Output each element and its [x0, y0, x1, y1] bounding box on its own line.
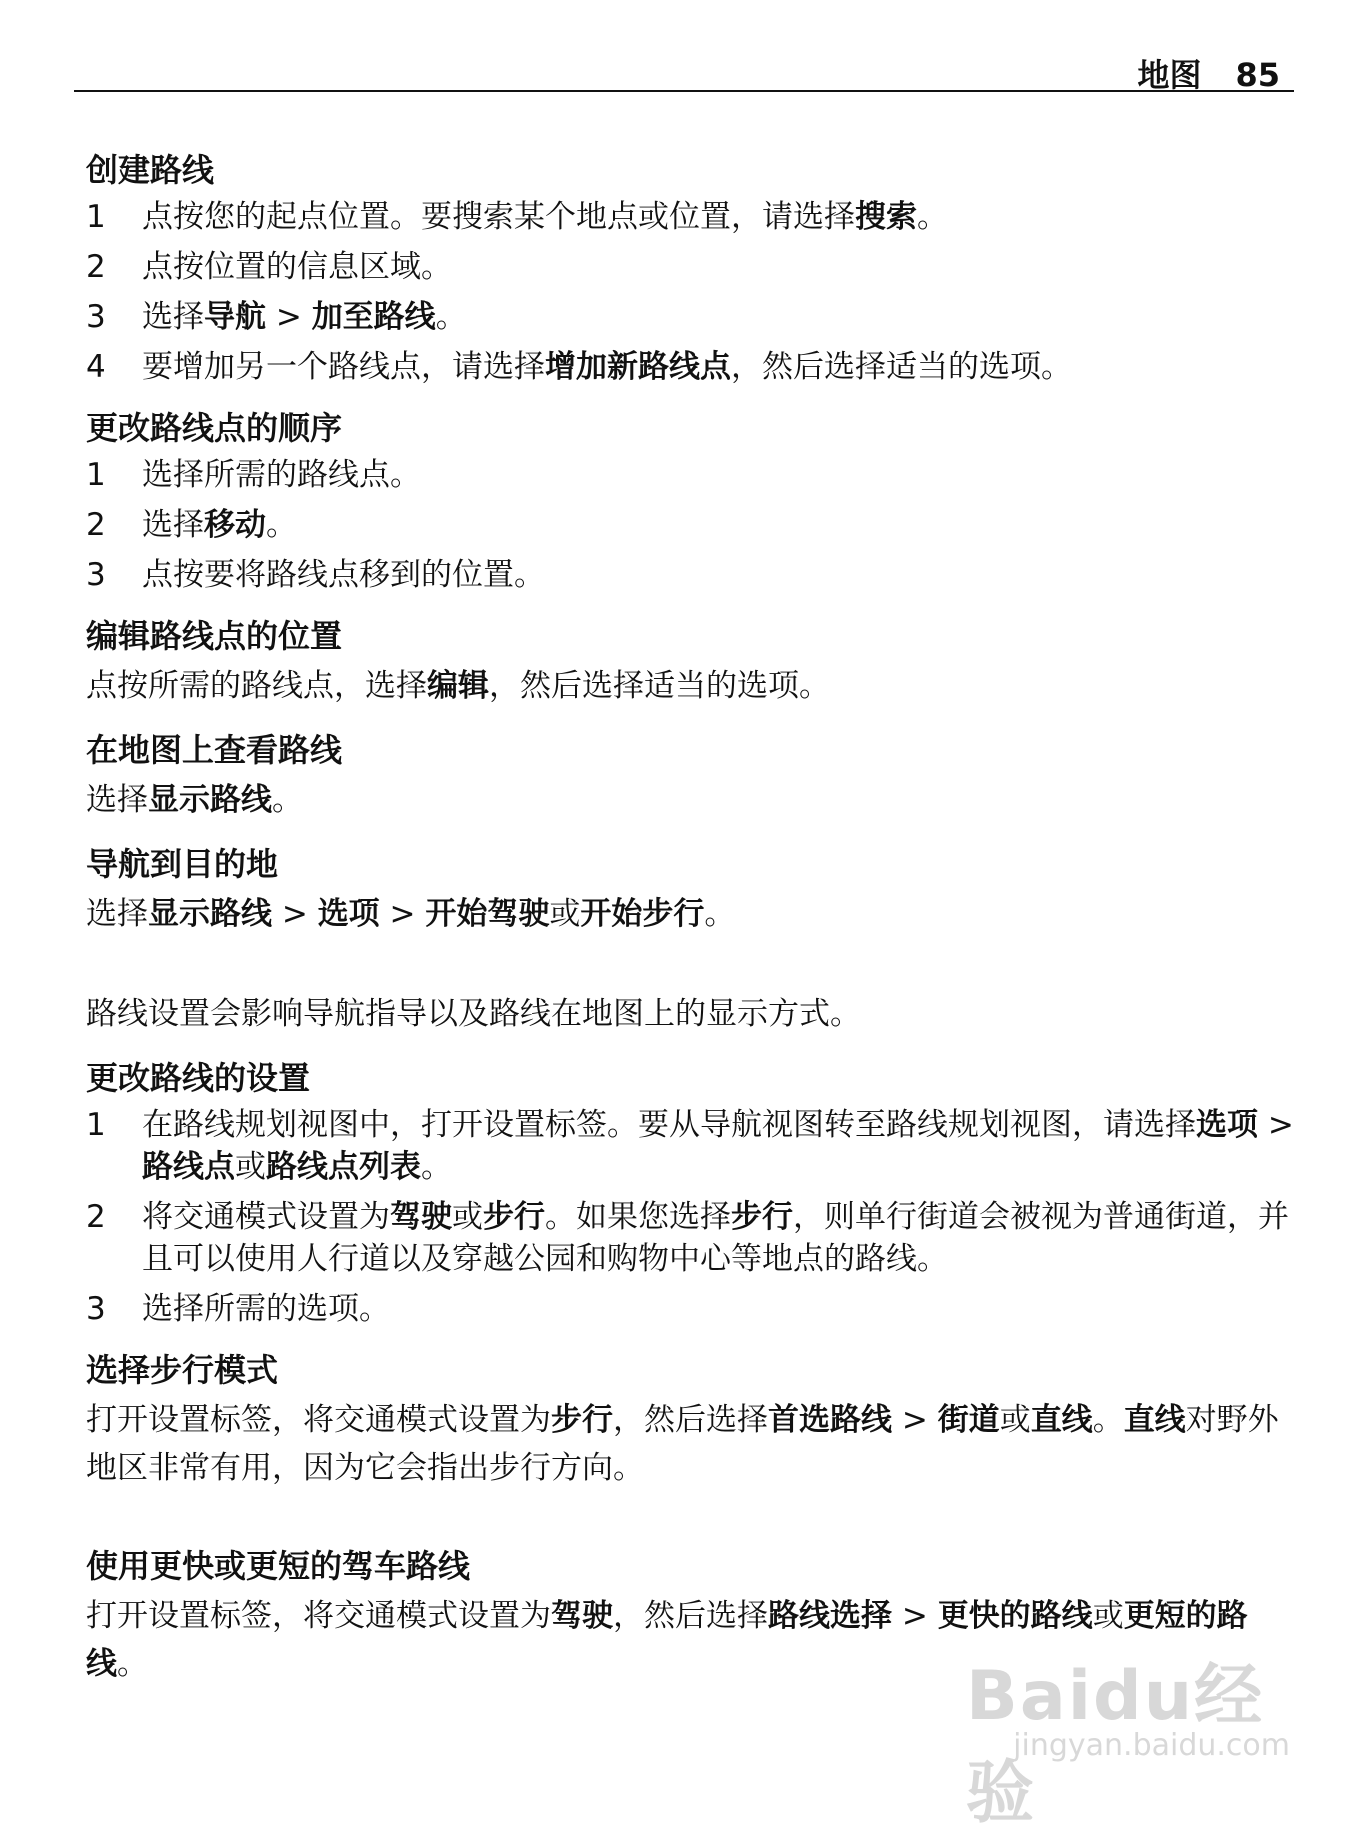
text-run: 或	[1092, 1598, 1124, 1634]
text-run: >	[379, 896, 426, 932]
ui-term: 首选路线	[768, 1402, 892, 1438]
ui-term: 开始驾驶	[425, 896, 550, 932]
ui-term: 路线点	[142, 1149, 235, 1185]
paragraph	[86, 990, 1296, 1038]
text-run: 将交通模式设置为	[142, 1199, 390, 1235]
text-run: ，然后选择适当的选项。	[731, 349, 1072, 385]
text-run: 选择	[86, 782, 148, 818]
page-number: 85	[1235, 56, 1280, 94]
ui-term: 更短的路线	[86, 1598, 1248, 1682]
text-run: ，则单行街道会被视为普通街道，并且可以使用人行道以及穿越公园和购物中心等地点的路线。	[142, 1199, 1289, 1277]
ui-term: 选项	[1196, 1107, 1258, 1143]
ui-term: 直线	[1030, 1402, 1093, 1438]
ui-term: 移动	[204, 507, 266, 543]
section	[86, 990, 1296, 1038]
text-run: >	[266, 299, 312, 335]
watermark-url: jingyan.baidu.com	[1013, 1728, 1290, 1763]
ui-term: 驾驶	[390, 1199, 452, 1235]
text-run: ，然后选择适当的选项。	[489, 668, 830, 704]
step-number: 2	[86, 249, 106, 285]
step-number: 4	[86, 349, 106, 385]
text-run: 点按所需的路线点，选择	[86, 668, 427, 704]
chapter-title: 地图	[1137, 56, 1202, 94]
step-item	[86, 1196, 1296, 1280]
step-item	[86, 554, 1296, 596]
section-heading: 导航到目的地	[86, 845, 279, 883]
step-number: 1	[86, 1107, 106, 1143]
text-run: 打开设置标签，将交通模式设置为	[86, 1402, 551, 1438]
step-number: 3	[86, 299, 106, 335]
text-run: 。	[704, 896, 736, 932]
ui-term: 步行	[483, 1199, 545, 1235]
step-item	[86, 1288, 1296, 1330]
ui-term: 显示路线	[148, 896, 272, 932]
section-heading: 选择步行模式	[86, 1351, 279, 1389]
section-heading: 编辑路线点的位置	[86, 617, 343, 655]
ui-term: 显示路线	[148, 782, 272, 818]
step-number: 2	[86, 507, 106, 543]
section-heading: 更改路线的设置	[86, 1059, 311, 1097]
ui-term: 选项	[317, 896, 380, 932]
text-run: 。	[917, 199, 948, 235]
step-number: 3	[86, 1291, 106, 1327]
section-heading: 在地图上查看路线	[86, 731, 343, 769]
ui-term: 直线	[1123, 1402, 1186, 1438]
text-run: 路线设置会影响导航指导以及路线在地图上的显示方式。	[86, 996, 861, 1032]
header-right	[1137, 50, 1280, 96]
text-run: >	[272, 896, 318, 932]
ui-term: 步行	[551, 1402, 613, 1438]
step-number: 2	[86, 1199, 106, 1235]
section-heading: 使用更快或更短的驾车路线	[86, 1547, 471, 1585]
text-run: 选择	[86, 896, 148, 932]
ui-term: 街道	[937, 1402, 1000, 1438]
section	[86, 614, 1296, 710]
paragraph	[86, 1396, 1296, 1492]
ui-term: 路线点列表	[266, 1149, 421, 1185]
step-number: 1	[86, 457, 106, 493]
section-heading: 更改路线点的顺序	[86, 409, 343, 447]
text-run: >	[892, 1598, 938, 1634]
text-run: 或	[452, 1199, 483, 1235]
baidu-watermark	[966, 1642, 1296, 1833]
text-run: 。	[266, 507, 297, 543]
text-run: 对野外地区非常有用，因为它会指出步行方向。	[86, 1402, 1279, 1486]
page-header	[74, 46, 1294, 92]
text-run: >	[892, 1402, 938, 1438]
ui-term: 加至路线	[311, 299, 436, 335]
step-item	[86, 246, 1296, 288]
watermark-logo: Baidu经验	[966, 1657, 1265, 1833]
section	[86, 406, 1296, 596]
document-body	[86, 148, 1296, 1706]
text-run: 选择	[142, 507, 204, 543]
ui-term: 驾驶	[551, 1598, 613, 1634]
step-item	[86, 454, 1296, 496]
paragraph	[86, 890, 1296, 938]
section	[86, 728, 1296, 824]
text-run: 选择所需的选项。	[142, 1291, 390, 1327]
section-heading: 创建路线	[86, 151, 215, 189]
step-number: 3	[86, 557, 106, 593]
text-run: 打开设置标签，将交通模式设置为	[86, 1598, 551, 1634]
ui-term: 编辑	[427, 668, 489, 704]
paragraph	[86, 776, 1296, 824]
text-run: ，然后选择	[613, 1402, 768, 1438]
text-run: 选择	[142, 299, 204, 335]
text-run: 或	[999, 1402, 1031, 1438]
text-run: ，然后选择	[613, 1598, 768, 1634]
text-run: 。	[272, 782, 303, 818]
text-run: 选择所需的路线点。	[142, 457, 421, 493]
step-item	[86, 1104, 1296, 1188]
text-run: >	[1258, 1107, 1294, 1143]
section	[86, 842, 1296, 938]
section	[86, 1348, 1296, 1492]
text-run: 点按要将路线点移到的位置。	[142, 557, 545, 593]
text-run: 点按位置的信息区域。	[142, 249, 452, 285]
text-run: 或	[549, 896, 581, 932]
section	[86, 148, 1296, 388]
paragraph	[86, 662, 1296, 710]
ui-term: 导航	[204, 299, 266, 335]
ui-term: 增加新路线点	[545, 349, 731, 385]
ui-term: 更快的路线	[937, 1598, 1093, 1634]
step-item	[86, 504, 1296, 546]
text-run: 。	[117, 1646, 148, 1682]
step-number: 1	[86, 199, 106, 235]
text-run: 在路线规划视图中，打开设置标签。要从导航视图转至路线规划视图，请选择	[142, 1107, 1196, 1143]
section	[86, 1056, 1296, 1330]
ui-term: 步行	[731, 1199, 793, 1235]
text-run: 。如果您选择	[545, 1199, 731, 1235]
text-run: 点按您的起点位置。要搜索某个地点或位置，请选择	[142, 199, 855, 235]
step-item	[86, 296, 1296, 338]
text-run: 或	[235, 1149, 266, 1185]
text-run: 。	[435, 299, 467, 335]
ui-term: 开始步行	[580, 896, 705, 932]
text-run: 。	[1092, 1402, 1124, 1438]
ui-term: 搜索	[855, 199, 917, 235]
ui-term: 路线选择	[768, 1598, 892, 1634]
step-item	[86, 196, 1296, 238]
text-run: 。	[421, 1149, 452, 1185]
step-item	[86, 346, 1296, 388]
text-run: 要增加另一个路线点，请选择	[142, 349, 545, 385]
